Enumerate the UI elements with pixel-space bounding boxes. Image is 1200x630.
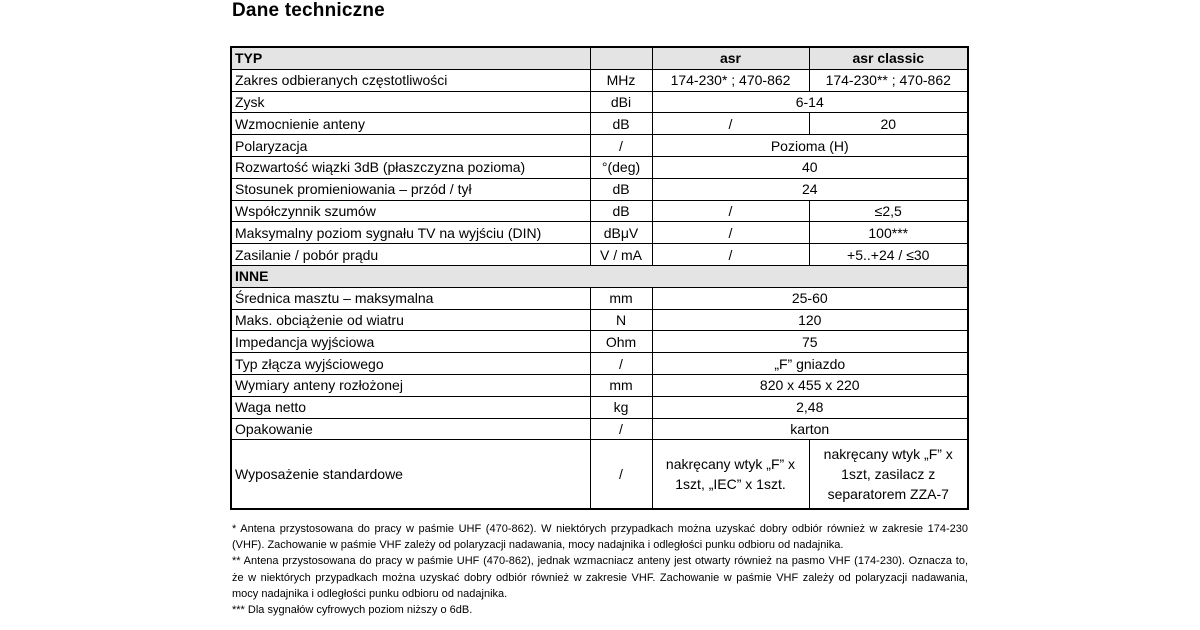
row-unit: kg: [590, 396, 652, 418]
row-label: Współczynnik szumów: [231, 200, 590, 222]
row-value-both: 75: [652, 331, 968, 353]
row-label: Typ złącza wyjściowego: [231, 353, 590, 375]
row-label: Impedancja wyjściowa: [231, 331, 590, 353]
row-unit: MHz: [590, 69, 652, 91]
table-row: [231, 396, 968, 418]
row-value-asr-classic: 20: [809, 113, 968, 135]
table-row: [231, 287, 968, 309]
footnote-3: *** Dla sygnałów cyfrowych poziom niższy o 6dB.: [232, 604, 473, 617]
table-row-equipment: [231, 440, 968, 510]
row-value-both: karton: [652, 418, 968, 440]
row-value-both: 24: [652, 178, 968, 200]
table-row: [231, 135, 968, 157]
row-value-asr-classic: 174-230** ; 470-862: [809, 69, 968, 91]
header-asr: asr: [652, 47, 809, 69]
row-unit: /: [590, 418, 652, 440]
row-label: Opakowanie: [231, 418, 590, 440]
table-row: [231, 244, 968, 266]
footnote-2: ** Antena przystosowana do pracy w paśmie UHF (470-862), jednak wzmacniacz anteny jest otwarty również na pasmo VHF (174-230). Oznacza to, że w niektórych przypadkach można uzyskać dobry odbiór również w zakresie VHF. Zachowanie w paśmie VHF zależy od polaryzacji nadawania, mocy nadajnika i odległości punku odbioru od nadajnika.: [232, 555, 968, 600]
row-unit: /: [590, 135, 652, 157]
row-label: Wyposażenie standardowe: [231, 440, 590, 510]
row-label: Zysk: [231, 91, 590, 113]
spec-table-body: [231, 47, 968, 509]
row-label: Stosunek promieniowania – przód / tył: [231, 178, 590, 200]
table-row: [231, 156, 968, 178]
row-unit: mm: [590, 287, 652, 309]
row-unit: mm: [590, 374, 652, 396]
table-row: [231, 113, 968, 135]
row-unit: dBi: [590, 91, 652, 113]
row-unit: °(deg): [590, 156, 652, 178]
table-row: [231, 418, 968, 440]
row-value-asr: /: [652, 113, 809, 135]
row-label: Waga netto: [231, 396, 590, 418]
row-value-both: 25-60: [652, 287, 968, 309]
header-typ: TYP: [231, 47, 590, 69]
row-unit: dB: [590, 200, 652, 222]
table-row: [231, 331, 968, 353]
row-value-both: Pozioma (H): [652, 135, 968, 157]
table-row: [231, 178, 968, 200]
row-label: Średnica masztu – maksymalna: [231, 287, 590, 309]
row-unit: dBμV: [590, 222, 652, 244]
table-row: [231, 91, 968, 113]
header-unit: [590, 47, 652, 69]
row-unit: /: [590, 440, 652, 510]
footnote-1: * Antena przystosowana do pracy w paśmie UHF (470-862). W niektórych przypadkach można uzyskać dobry odbiór również w zakresie 174-230 (VHF). Zachowanie w paśmie VHF zależy od polaryzacji nadawania, mocy nadajnika i odległości punku odbioru od nadajnika.: [232, 523, 968, 552]
row-unit: N: [590, 309, 652, 331]
row-value-asr-classic: +5..+24 / ≤30: [809, 244, 968, 266]
row-value-both: 40: [652, 156, 968, 178]
row-value-both: 820 x 455 x 220: [652, 374, 968, 396]
row-value-asr: 174-230* ; 470-862: [652, 69, 809, 91]
table-row: [231, 222, 968, 244]
table-row: [231, 353, 968, 375]
row-label: Maksymalny poziom sygnału TV na wyjściu (DIN): [231, 222, 590, 244]
row-unit: dB: [590, 178, 652, 200]
spec-table: [230, 46, 969, 510]
row-value-asr: /: [652, 200, 809, 222]
row-unit: /: [590, 353, 652, 375]
section-row-inne: [231, 265, 968, 287]
table-header-row: [231, 47, 968, 69]
row-value-both: 6-14: [652, 91, 968, 113]
row-label: Zakres odbieranych częstotliwości: [231, 69, 590, 91]
section-label-inne: INNE: [231, 265, 968, 287]
table-row: [231, 200, 968, 222]
row-value-asr-classic: ≤2,5: [809, 200, 968, 222]
table-row: [231, 374, 968, 396]
row-value-both: 120: [652, 309, 968, 331]
row-unit: dB: [590, 113, 652, 135]
footnotes: [232, 521, 968, 618]
row-unit: Ohm: [590, 331, 652, 353]
row-value-asr-classic: 100***: [809, 222, 968, 244]
row-value-both: „F” gniazdo: [652, 353, 968, 375]
row-unit: V / mA: [590, 244, 652, 266]
row-value-both: 2,48: [652, 396, 968, 418]
row-label: Wzmocnienie anteny: [231, 113, 590, 135]
page-title: Dane techniczne: [232, 0, 385, 21]
row-label: Maks. obciążenie od wiatru: [231, 309, 590, 331]
table-row: [231, 69, 968, 91]
row-label: Rozwartość wiązki 3dB (płaszczyzna pozioma): [231, 156, 590, 178]
row-value-asr: /: [652, 244, 809, 266]
row-value-asr-classic: nakręcany wtyk „F” x 1szt, zasilacz z separatorem ZZA-7: [809, 440, 968, 510]
header-asr-classic: asr classic: [809, 47, 968, 69]
row-label: Polaryzacja: [231, 135, 590, 157]
row-value-asr: nakręcany wtyk „F” x 1szt, „IEC” x 1szt.: [652, 440, 809, 510]
row-label: Zasilanie / pobór prądu: [231, 244, 590, 266]
table-row: [231, 309, 968, 331]
row-label: Wymiary anteny rozłożonej: [231, 374, 590, 396]
row-value-asr: /: [652, 222, 809, 244]
